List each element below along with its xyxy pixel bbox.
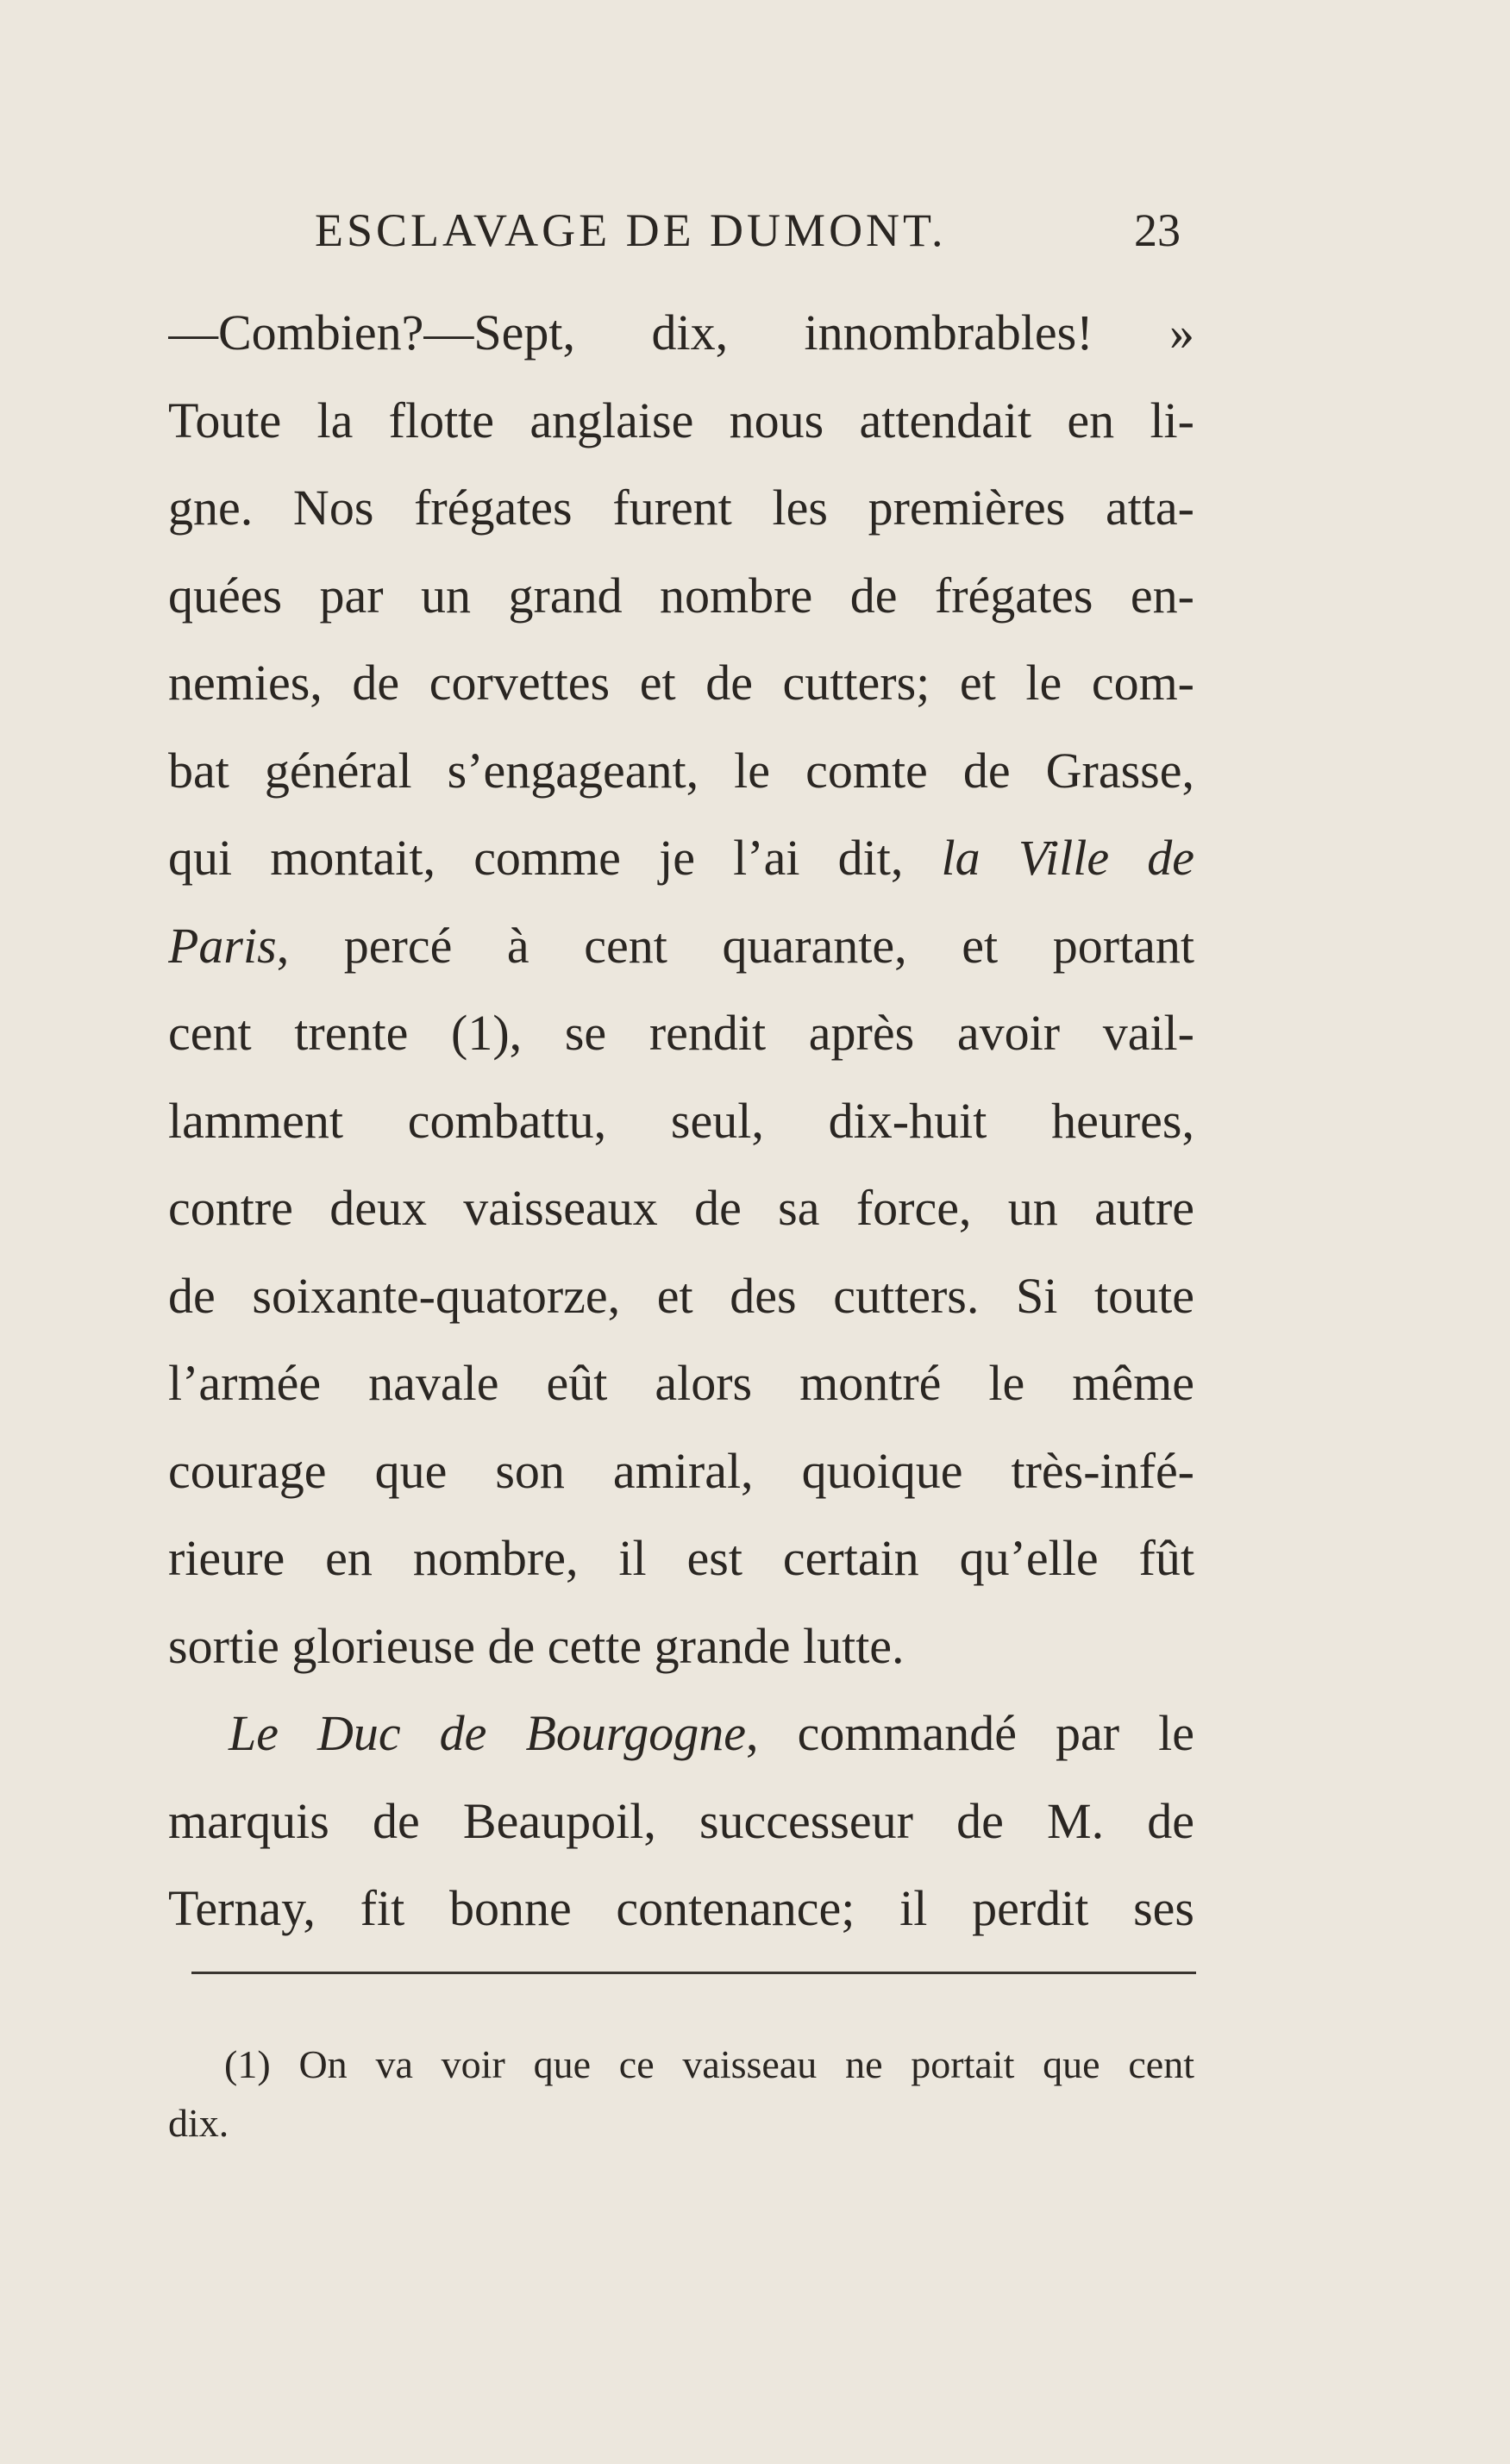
ship-name-italic: Paris xyxy=(168,917,277,974)
text-line: Le Duc de Bourgogne, commandé par le xyxy=(229,1705,1194,1761)
text-line: rieure en nombre, il est certain qu’elle fût xyxy=(168,1530,1194,1586)
text-line: marquis de Beaupoil, successeur de M. de xyxy=(168,1792,1194,1849)
footnote-line: (1) On va voir que ce vaisseau ne portait que cent xyxy=(224,2042,1194,2086)
ship-name-italic: Le Duc de Bourgogne xyxy=(229,1705,747,1761)
footnote-divider xyxy=(191,1972,1196,1974)
text-line: Paris, percé à cent quarante, et portant xyxy=(168,917,1194,974)
running-title: ESCLAVAGE DE DUMONT. xyxy=(315,204,947,256)
body-text xyxy=(168,289,1194,1953)
footnote-line: dix. xyxy=(168,2101,229,2145)
text-line: nemies, de corvettes et de cutters; et le com- xyxy=(168,655,1194,711)
text-line: gne. Nos frégates furent les premières atta- xyxy=(168,480,1194,536)
text-line: bat général s’engageant, le comte de Grasse, xyxy=(168,742,1194,799)
text-line: courage que son amiral, quoique très-infé- xyxy=(168,1442,1194,1499)
text-line: contre deux vaisseaux de sa force, un autre xyxy=(168,1180,1194,1236)
text-line: —Combien?—Sept, dix, innombrables! » xyxy=(168,304,1194,361)
text-line: lamment combattu, seul, dix-huit heures, xyxy=(168,1092,1194,1149)
text-line: Ternay, fit bonne contenance; il perdit ses xyxy=(168,1880,1194,1936)
text-line: sortie glorieuse de cette grande lutte. xyxy=(168,1617,905,1674)
text-line: de soixante-quatorze, et des cutters. Si toute xyxy=(168,1267,1194,1324)
page-number: 23 xyxy=(1134,204,1181,256)
text-line: quées par un grand nombre de frégates en- xyxy=(168,567,1194,624)
running-head xyxy=(168,200,1203,260)
ship-name-italic: la Ville de xyxy=(941,830,1194,886)
footnote xyxy=(168,2035,1194,2153)
text-line: Toute la flotte anglaise nous attendait en li- xyxy=(168,392,1194,448)
text-line: l’armée navale eût alors montré le même xyxy=(168,1355,1194,1411)
text-line: qui montait, comme je l’ai dit, la Ville de xyxy=(168,830,1194,886)
text-line: cent trente (1), se rendit après avoir vail- xyxy=(168,1005,1194,1061)
